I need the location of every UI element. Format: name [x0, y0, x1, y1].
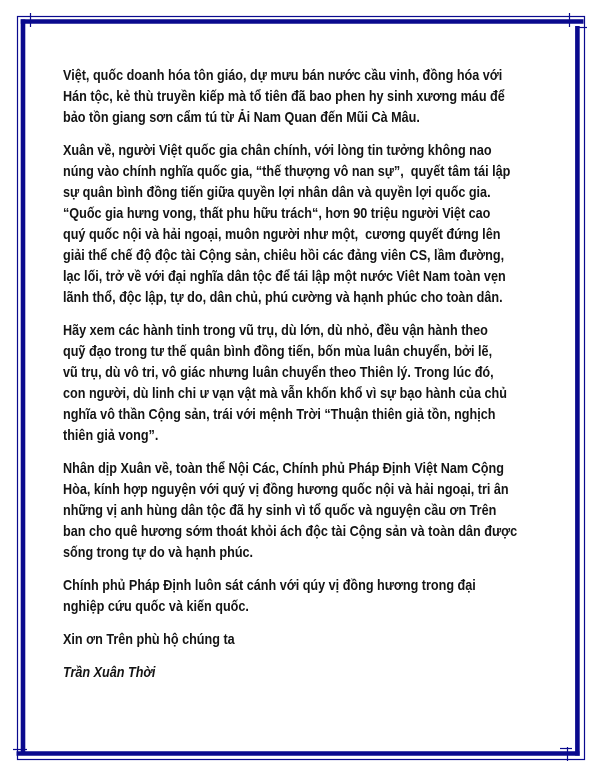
text-line: núng vào chính nghĩa quốc gia, “thế thượng vô nan sự”, quyết tâm tái lập: [63, 164, 511, 180]
paragraph-5: [63, 576, 600, 618]
text-line: Chính phủ Pháp Định luôn sát cánh với qúy vị đồng hương trong đại: [63, 578, 476, 594]
paragraph-1: [63, 66, 600, 129]
text-line: những vị anh hùng dân tộc đã hy sinh vì tổ quốc và nguyện cầu ơn Trên: [63, 503, 497, 519]
text-line: Hòa, kính hợp nguyện với quý vị đồng hương quốc nội và hải ngoại, tri ân: [63, 482, 509, 498]
text-line: Hán tộc, kẻ thù truyền kiếp mà tổ tiên đã bao phen hy sinh xương máu để: [63, 89, 505, 105]
text-line: “Quốc gia hưng vong, thất phu hữu trách“, hơn 90 triệu người Việt cao: [63, 206, 491, 222]
paragraph-2: [63, 141, 600, 309]
text-line: vũ trụ, dù vô tri, vô giác nhưng luân chuyển theo Thiên lý. Trong lúc đó,: [63, 365, 494, 381]
text-line: con người, dù linh chi ư vạn vật mà vẫn khốn khổ vì sự bạo hành của chủ: [63, 386, 507, 402]
signature-text: Trần Xuân Thời: [63, 665, 156, 681]
text-line: bảo tồn giang sơn cẩm tú từ Ải Nam Quan đến Mũi Cà Mâu.: [63, 110, 420, 126]
text-line: sự quân bình đồng tiến giữa quyền lợi nhân dân và quyền lợi quốc gia.: [63, 185, 491, 201]
text-line: Xin ơn Trên phù hộ chúng ta: [63, 632, 235, 648]
text-line: sống trong tự do và hạnh phúc.: [63, 545, 254, 561]
text-line: quý quốc nội và hải ngoại, muôn người như một, cương quyết đứng lên: [63, 227, 501, 243]
paragraph-3: [63, 321, 600, 447]
text-line: giải thể chế độ độc tài Cộng sản, chiêu hồi các đảng viên CS, lầm đường,: [63, 248, 505, 264]
text-line: Xuân về, người Việt quốc gia chân chính, với lòng tin tưởng không nao: [63, 143, 492, 159]
signature: [63, 663, 600, 684]
paragraph-6: [63, 630, 600, 651]
text-line: Việt, quốc doanh hóa tôn giáo, dự mưu bán nước cầu vinh, đồng hóa với: [63, 68, 503, 84]
text-line: quỹ đạo trong tư thế quân bình đồng tiến, bốn mùa luân chuyển, bởi lẽ,: [63, 344, 493, 360]
text-line: Nhân dịp Xuân về, toàn thể Nội Các, Chính phủ Pháp Định Việt Nam Cộng: [63, 461, 504, 477]
text-line: ban cho quê hương sớm thoát khỏi ách độc tài Cộng sản và toàn dân được: [63, 524, 518, 540]
text-line: lãnh thổ, độc lập, tự do, dân chủ, phú cường và hạnh phúc cho toàn dân.: [63, 290, 503, 306]
text-line: Hãy xem các hành tinh trong vũ trụ, dù lớn, dù nhỏ, đều vận hành theo: [63, 323, 488, 339]
text-line: nghiệp cứu quốc và kiến quốc.: [63, 599, 249, 615]
text-line: nghĩa vô thần Cộng sản, trái với mệnh Trời “Thuận thiên giả tồn, nghịch: [63, 407, 496, 423]
paragraph-4: [63, 459, 600, 564]
text-line: thiên giả vong”.: [63, 428, 159, 444]
text-line: lạc lối, trở về với đại nghĩa dân tộc để tái lập một nước Viêt Nam toàn vẹn: [63, 269, 506, 285]
